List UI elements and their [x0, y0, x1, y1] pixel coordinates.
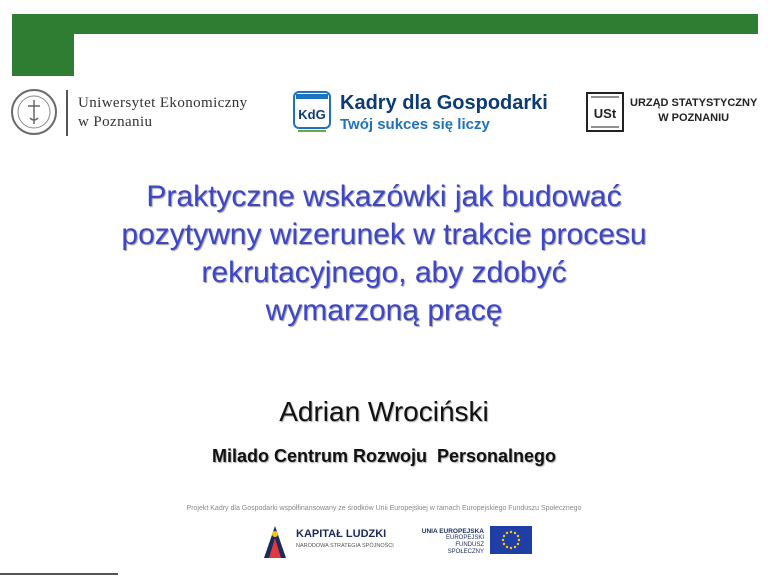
header-green-band	[12, 14, 758, 34]
university-divider	[66, 90, 68, 136]
eu-flag-icon	[490, 526, 532, 554]
footer-funding-note: Projekt Kadry dla Gospodarki współfinansowany ze środków Unii Europejskiej w ramach Europejskiego Funduszu Społecznego	[186, 505, 582, 512]
kdg-title: Kadry dla Gospodarki	[340, 92, 548, 114]
us-name-line1: URZĄD STATYSTYCZNY	[630, 97, 758, 109]
us-logo-icon	[586, 92, 624, 132]
us-badge-text: USt	[593, 106, 617, 121]
slide-title-line: wymarzoną pracę	[265, 294, 503, 327]
eu-fund-label	[420, 528, 484, 556]
university-name-line1: Uniwersytet Ekonomiczny	[78, 95, 248, 111]
slide-title	[30, 178, 738, 330]
slide-title-line: rekrutacyjnego, aby zdobyć	[201, 256, 567, 289]
kapital-ludzki-label: KAPITAŁ LUDZKI	[296, 528, 387, 540]
slide-title-line: Praktyczne wskazówki jak budować	[146, 180, 622, 213]
slide-title-line: pozytywny wizerunek w trakcie procesu	[121, 218, 647, 251]
author-name: Adrian Wrociński	[279, 396, 489, 427]
us-name-line2: W POZNANIU	[658, 112, 730, 124]
kdg-badge-text: KdG	[298, 107, 326, 122]
kdg-slogan: Twój sukces się liczy	[340, 116, 490, 133]
header-green-block	[12, 14, 74, 76]
university-name-line2: w Poznaniu	[78, 114, 153, 130]
eu-line1: UNIA EUROPEJSKA	[421, 528, 484, 535]
university-seal-icon	[10, 88, 58, 136]
organization-name: Milado Centrum Rozwoju Personalnego	[211, 446, 557, 466]
kapital-ludzki-logo-icon	[262, 524, 288, 560]
eu-line2: EUROPEJSKI	[445, 535, 484, 541]
logo-row	[0, 88, 768, 144]
us-name	[630, 96, 757, 126]
university-name	[78, 94, 248, 132]
kdg-logo-icon	[292, 90, 332, 134]
bottom-left-rule	[0, 573, 118, 575]
eu-line3: FUNDUSZ SPOŁECZNY	[447, 542, 484, 555]
kapital-ludzki-subtitle: NARODOWA STRATEGIA SPÓJNOŚCI	[296, 543, 394, 549]
